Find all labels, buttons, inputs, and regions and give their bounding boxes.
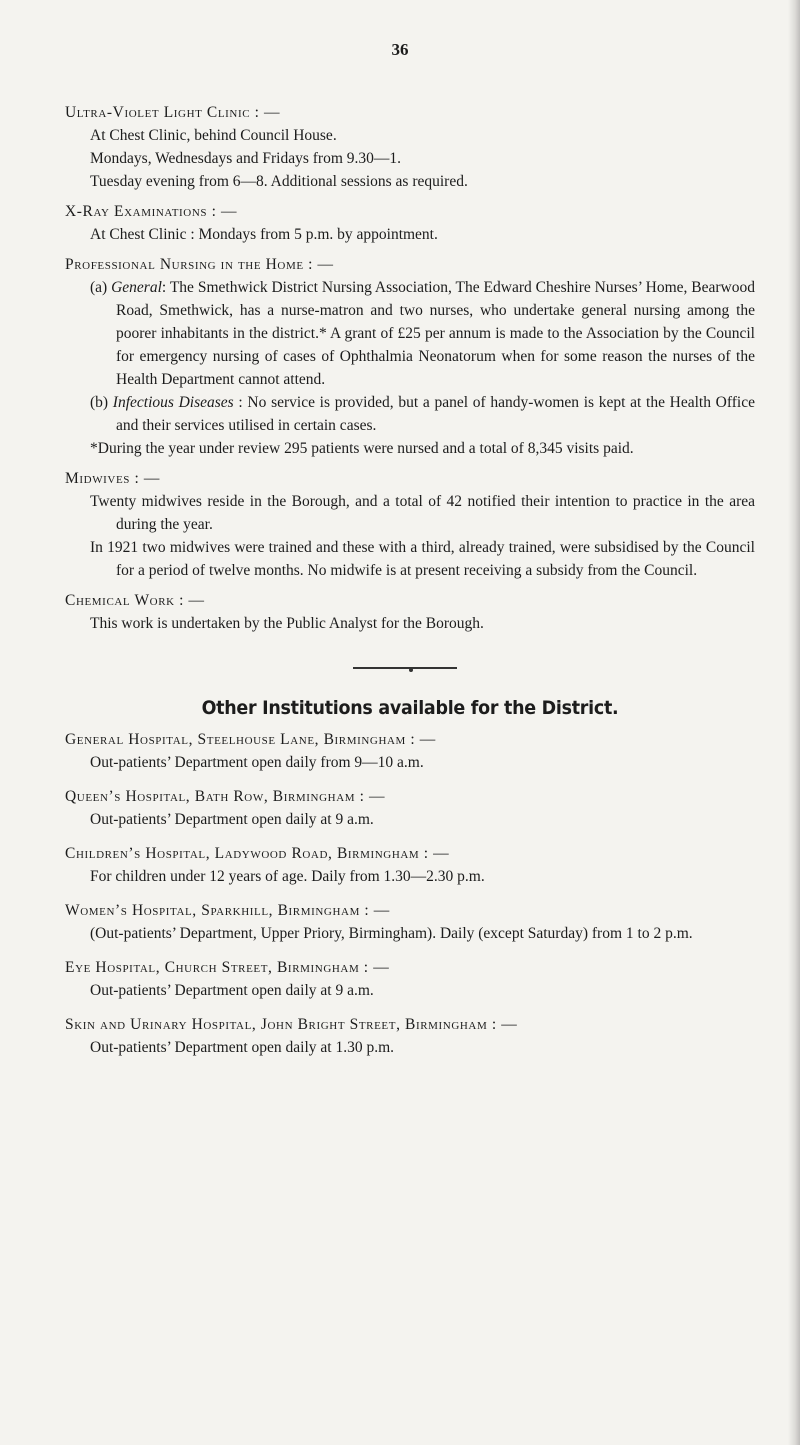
item-title: Infectious Diseases (112, 394, 234, 411)
body-line: At Chest Clinic : Mondays from 5 p.m. by appointment. (90, 226, 438, 243)
institution-heading: Women’s Hospital, Sparkhill, Birmingham : — (65, 902, 390, 919)
nursing-item-infectious (90, 391, 755, 437)
nursing-item-general (90, 276, 755, 391)
section-heading-uv-clinic: Ultra-Violet Light Clinic : — (65, 104, 281, 121)
body-line: Out-patients’ Department open daily at 9 a.m. (90, 982, 374, 999)
body-line: Out-patients’ Department open daily from 9—10 a.m. (90, 754, 424, 771)
section-heading-xray: X-Ray Examinations : — (65, 203, 238, 220)
body-line: Mondays, Wednesdays and Fridays from 9.30—1. (90, 150, 402, 167)
divider-rule (353, 667, 457, 669)
section-heading-nursing: Professional Nursing in the Home : — (65, 256, 334, 273)
body-line: Out-patients’ Department open daily at 9 a.m. (90, 811, 374, 828)
section-heading-chemical: Chemical Work : — (65, 592, 205, 609)
institution-heading: Skin and Urinary Hospital, John Bright Street, Birmingham : — (65, 1016, 518, 1033)
item-label: (b) (90, 394, 109, 411)
page-edge-shadow (788, 0, 800, 1445)
body-paragraph: Twenty midwives reside in the Borough, and a total of 42 notified their intention to practice in the area during the year. (90, 493, 755, 533)
institution-heading: General Hospital, Steelhouse Lane, Birmingham : — (65, 731, 436, 748)
body-paragraph: In 1921 two midwives were trained and these with a third, already trained, were subsidised by the Council for a period of twelve months. No midwife is at present receiving a subsidy from the Council. (90, 539, 755, 579)
page-number: 36 (391, 40, 409, 59)
nursing-footnote: *During the year under review 295 patients were nursed and a total of 8,345 visits paid. (90, 440, 634, 457)
body-line: At Chest Clinic, behind Council House. (90, 127, 337, 144)
item-label: (a) (90, 279, 108, 296)
body-line: Out-patients’ Department open daily at 1.30 p.m. (90, 1039, 395, 1056)
body-line: This work is undertaken by the Public Analyst for the Borough. (90, 615, 484, 632)
item-title: General (111, 279, 162, 296)
institution-heading: Children’s Hospital, Ladywood Road, Birmingham : — (65, 845, 450, 862)
institution-heading: Eye Hospital, Church Street, Birmingham : — (65, 959, 390, 976)
institution-heading: Queen’s Hospital, Bath Row, Birmingham : — (65, 788, 386, 805)
section-heading-midwives: Midwives : — (65, 470, 160, 487)
body-paragraph: (Out-patients’ Department, Upper Priory, Birmingham). Daily (except Saturday) from 1 to 2 p.m. (90, 925, 693, 942)
item-text: : No service is provided, but a panel of handy-women is kept at the Health Office and their services utilised in certain cases. (116, 394, 755, 434)
page-content (65, 102, 755, 1059)
other-institutions-title: Other Institutions available for the District. (201, 697, 619, 719)
body-line: Tuesday evening from 6—8. Additional sessions as required. (90, 173, 468, 190)
body-line: For children under 12 years of age. Daily from 1.30—2.30 p.m. (90, 868, 485, 885)
item-text: : The Smethwick District Nursing Association, The Edward Cheshire Nurses’ Home, Bearwood Road, Smethwick, has a nurse-matron and two nurses, who undertake general nursing among the poorer inhabitants in the district.* A grant of £25 per annum is made to the Association by the Council for emergency nursing of cases of Ophthalmia Neonatorum when for some reason the nurses of the Health Department cannot attend. (116, 279, 755, 388)
